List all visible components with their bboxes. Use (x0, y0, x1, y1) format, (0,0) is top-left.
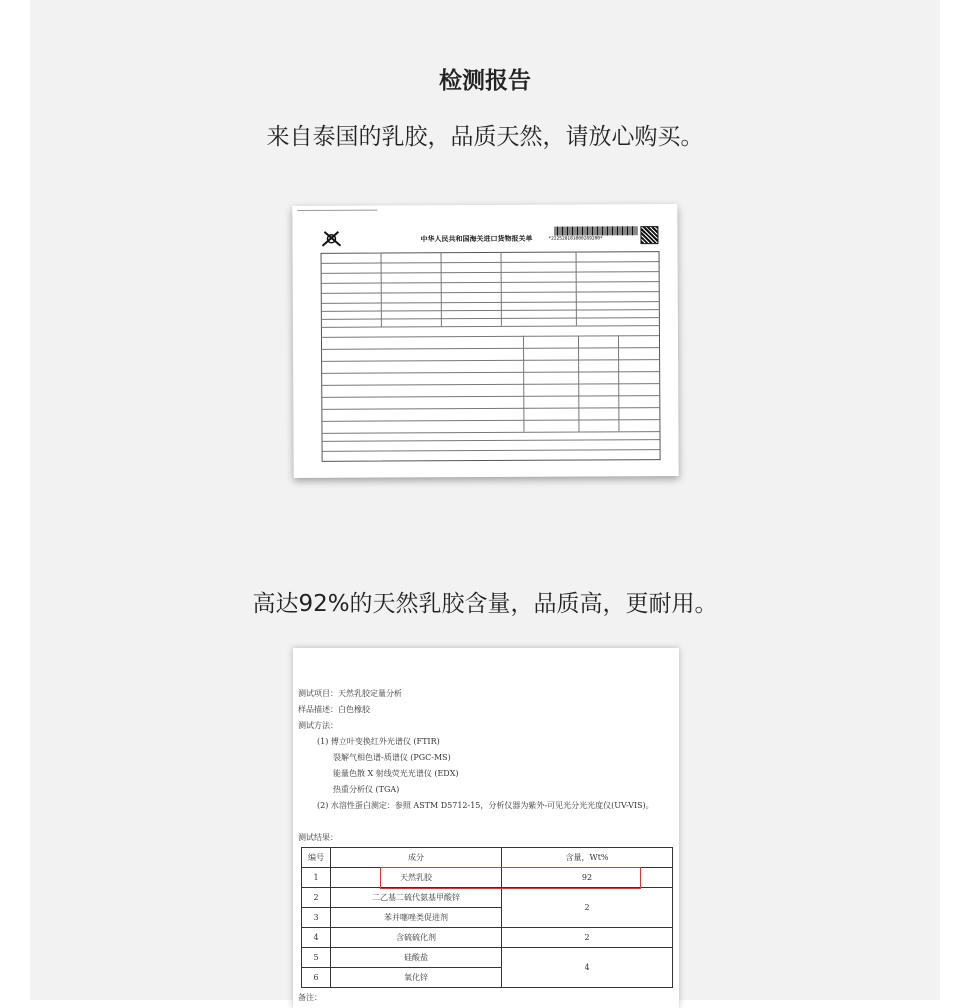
row-component: 硅酸盐 (331, 948, 502, 968)
test-item-line: 测试项目：天然乳胶定量分析 (298, 689, 402, 698)
table-row (302, 928, 673, 948)
page-title: 检测报告 (439, 68, 531, 94)
header-number: 编号 (302, 848, 331, 868)
subheading-latex-content: 高达92%的天然乳胶含量，品质高，更耐用。 (252, 591, 718, 617)
row-number: 3 (302, 908, 331, 928)
table-row (302, 888, 673, 908)
row-number: 6 (302, 968, 331, 988)
method-tga: 热重分析仪 (TGA) (333, 785, 400, 794)
table-row (302, 948, 673, 968)
test-method-label: 测试方法： (298, 721, 338, 730)
customs-form-title: 中华人民共和国海关进口货物报关单 (420, 233, 533, 244)
row-number: 1 (302, 868, 331, 888)
subheading-origin: 来自泰国的乳胶，品质天然，请放心购买。 (266, 124, 704, 150)
method-edx: 能量色散 X 射线荧光光谱仪 (EDX) (333, 769, 459, 778)
barcode-number: *222520181000289280* (548, 236, 603, 242)
method-ftir: (1) 傅立叶变换红外光谱仪 (FTIR) (317, 737, 440, 746)
row-content: 2 (502, 888, 673, 928)
test-results-label: 测试结果： (298, 833, 338, 842)
customs-declaration-scan (292, 204, 678, 478)
row-content: 4 (502, 948, 673, 988)
row-component: 含硫硫化剂 (331, 928, 502, 948)
sample-description-line: 样品描述：白色橡胶 (298, 705, 370, 714)
row-content: 2 (502, 928, 673, 948)
row-component: 天然乳胶 (331, 868, 502, 888)
row-component: 苯并噻唑类促进剂 (331, 908, 502, 928)
header-content: 含量，Wt% (502, 848, 673, 868)
row-component: 氧化锌 (331, 968, 502, 988)
row-number: 5 (302, 948, 331, 968)
row-component: 二乙基二硫代氨基甲酸锌 (331, 888, 502, 908)
natural-latex-highlight (380, 867, 641, 889)
qr-code (640, 226, 658, 244)
method-pgc-ms: 裂解气相色谱-质谱仪 (PGC-MS) (333, 753, 451, 762)
method-uv-vis: (2) 水溶性蛋白测定：参照 ASTM D5712-15，分析仪器为紫外-可见光分光光度仪(UV-VIS)。 (317, 801, 654, 810)
test-report-scan (293, 648, 679, 1008)
row-content: 92 (502, 868, 673, 888)
customs-emblem-icon (320, 230, 342, 248)
row-number: 4 (302, 928, 331, 948)
remarks-label: 备注： (298, 993, 322, 1002)
barcode (554, 226, 637, 235)
row-number: 2 (302, 888, 331, 908)
header-component: 成分 (331, 848, 502, 868)
table-header-row (302, 848, 673, 868)
